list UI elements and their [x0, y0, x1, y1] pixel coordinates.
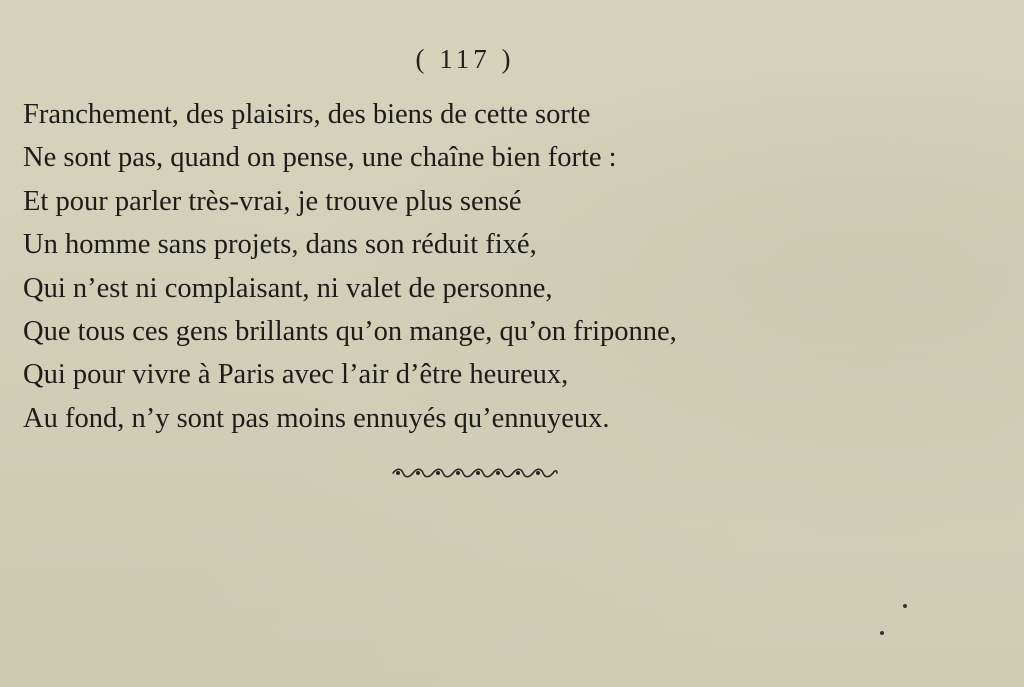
verse-line: Et pour parler très-vrai, je trouve plus sensé	[23, 185, 522, 217]
verse-line: Franchement, des plaisirs, des biens de cette sorte	[23, 99, 591, 130]
paper-speck	[903, 604, 907, 608]
verse-line: Au fond, n’y sont pas moins ennuyés qu’ennuyeux.	[23, 402, 610, 434]
paper-speck	[880, 631, 884, 635]
verse-line: Ne sont pas, quand on pense, une chaîne bien forte :	[23, 142, 617, 174]
verse-line: Qui n’est ni complaisant, ni valet de personne,	[23, 272, 553, 304]
verse-line: Un homme sans projets, dans son réduit fixé,	[23, 229, 537, 261]
page-number: ( 117 )	[415, 44, 515, 74]
verse-stanza	[23, 93, 677, 440]
ornament-divider	[391, 466, 559, 480]
verse-line: Que tous ces gens brillants qu’on mange, qu’on friponne,	[23, 315, 677, 347]
verse-line: Qui pour vivre à Paris avec l’air d’être heureux,	[23, 359, 569, 391]
